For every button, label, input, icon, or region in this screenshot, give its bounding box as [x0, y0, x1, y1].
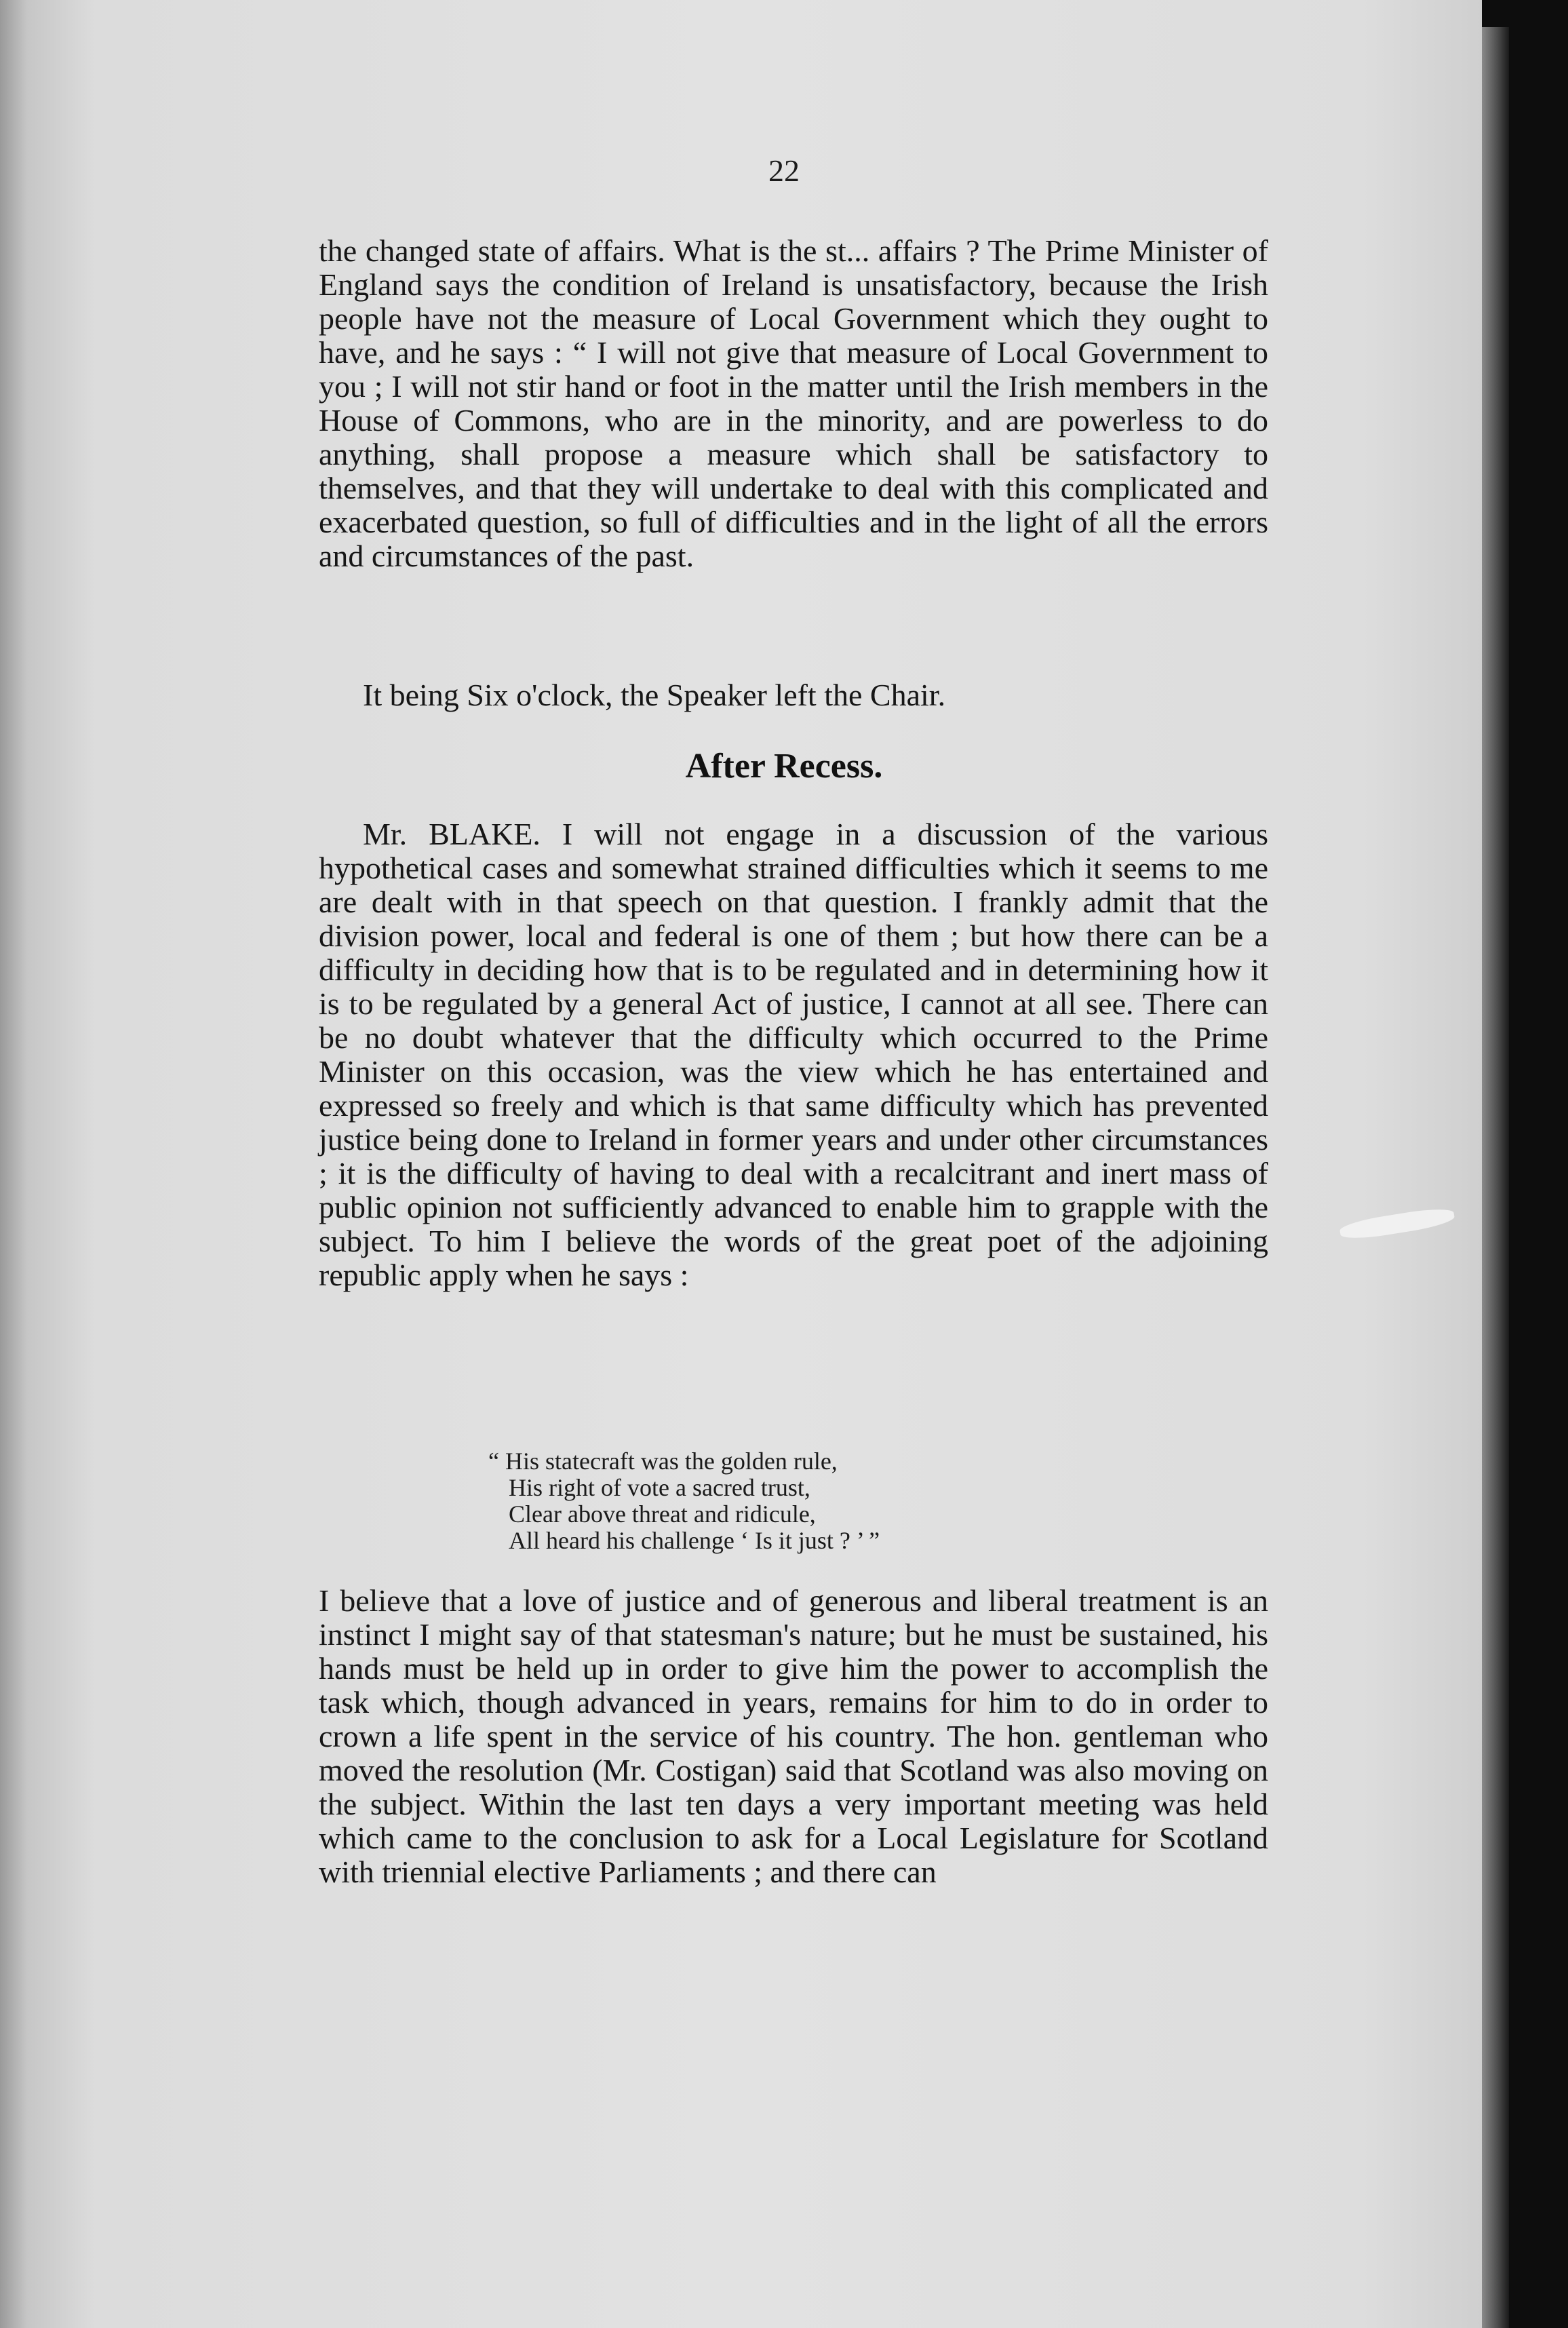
paragraph-mr-blake: Mr. BLAKE. I will not engage in a discussion of the various hypothetical cases and somewhat strained difficulties which it seems to me are dealt with in that speech on that question. I frankly admit that the division power, local and federal is one of them ; but how there can be a difficulty in deciding how that is to be regulated and in determining how it is to be regulated by a general Act of justice, I cannot at all see. There can be no doubt whatever that the difficulty which occurred to the Prime Minister on this occasion, was the view which he has entertained and expressed so freely and which is that same difficulty which has prevented justice being done to Ireland in former years and under other circumstances ; it is the difficulty of having to deal with a recalcitrant and inert mass of public opinion not sufficiently advanced to enable him to grapple with the subject. To him I believe the words of the great poet of the adjoining republic apply when he says :: [319, 817, 1268, 1292]
text-block-six-oclock: [319, 678, 1268, 712]
text-block-love-of-justice: [319, 1584, 1268, 1889]
verse-line: “ His statecraft was the golden rule,: [488, 1448, 838, 1475]
verse-line: Clear above threat and ridicule,: [509, 1500, 816, 1528]
section-heading: After Recess.: [685, 747, 883, 785]
page-number: 22: [768, 153, 800, 188]
verse-line: His right of vote a sacred trust,: [509, 1474, 810, 1501]
verse-line: All heard his challenge ‘ Is it just ? ’ ”: [509, 1527, 880, 1554]
book-page-edge: [1482, 27, 1509, 2328]
paragraph-changed-state: the changed state of affairs. What is the st... affairs ? The Prime Minister of England says the condition of Ireland is unsatisfactory, because the Irish people have not the measure of Local Government which they ought to have, and he says : “ I will not give that measure of Local Government to you ; I will not stir hand or foot in the matter until the Irish members in the House of Commons, who are in the minority, and are powerless to do anything, shall propose a measure which shall be satisfactory to themselves, and that they will undertake to deal with this complicated and exacerbated question, so full of difficulties and in the light of all the errors and circumstances of the past.: [319, 233, 1268, 573]
paragraph-speaker-left: It being Six o'clock, the Speaker left the Chair.: [363, 678, 946, 712]
poem-quotation: [488, 1448, 880, 1554]
text-block-continuation: [319, 234, 1268, 573]
text-block-blake-speech: [319, 817, 1268, 1292]
paragraph-i-believe: I believe that a love of justice and of generous and liberal treatment is an instinct I might say of that statesman's nature; but he must be sustained, his hands must be held up in order to give him the power to accomplish the task which, though advanced in years, remains for him to do in order to crown a life spent in the service of his country. The hon. gentleman who moved the resolution (Mr. Costigan) said that Scotland was also moving on the subject. Within the last ten days a very important meeting was held which came to the conclusion to ask for a Local Legislature for Scotland with triennial elective Parliaments ; and there can: [319, 1583, 1268, 1889]
